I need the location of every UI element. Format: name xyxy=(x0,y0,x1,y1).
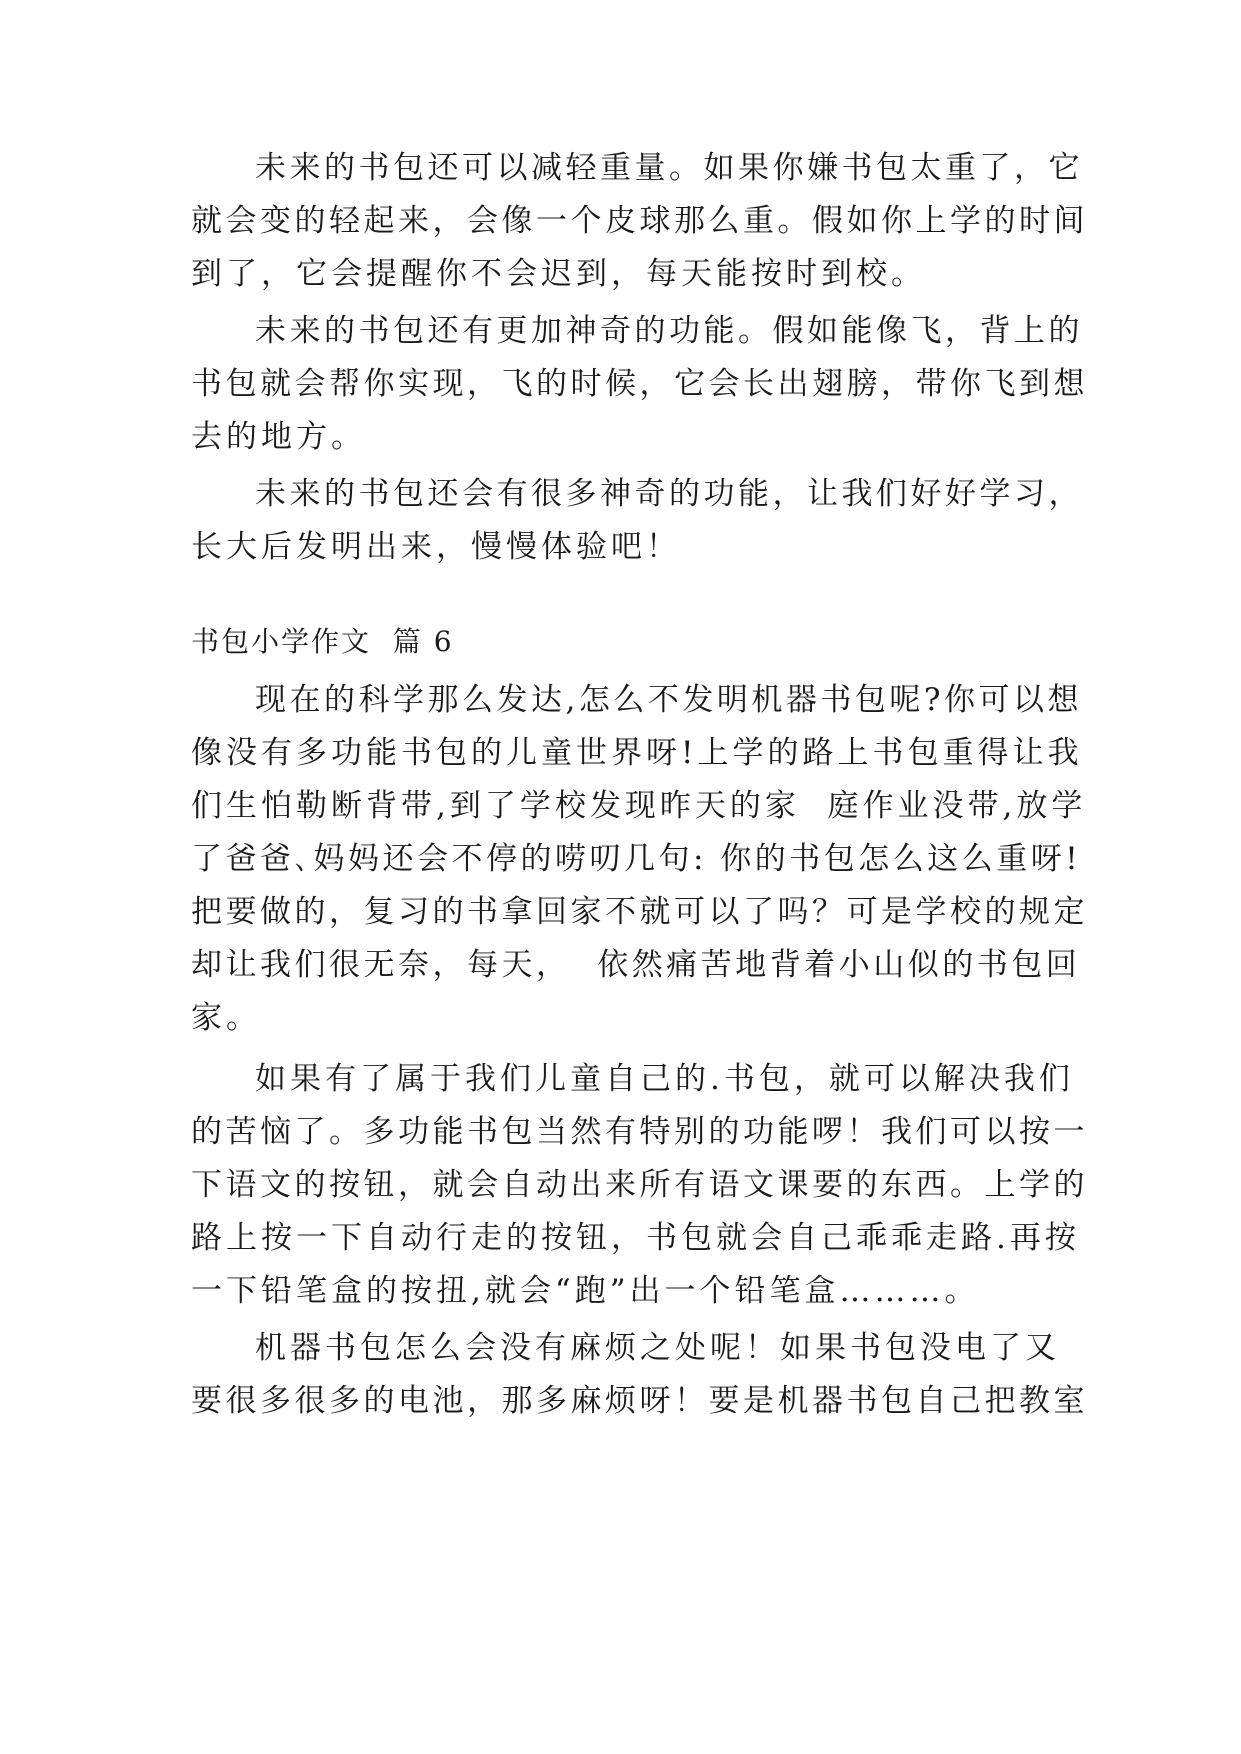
paragraph-4-line-5: 把要做的，复习的书拿回家不就可以了吗？可是学校的规定 xyxy=(191,894,1088,930)
paragraph-1-line-2: 就会变的轻起来，会像一个皮球那么重。假如你上学的时间 xyxy=(191,203,1088,239)
paragraph-4-line-7: 家。 xyxy=(191,1000,261,1036)
paragraph-4-line-2: 像没有多功能书包的儿童世界呀!上学的路上书包重得让我 xyxy=(191,735,1083,771)
paragraph-5-line-1: 如果有了属于我们儿童自己的.书包，就可以解决我们 xyxy=(255,1061,1074,1097)
paragraph-5-line-5: 一下铅笔盒的按扭,就会“跑”出一个铅笔盒………。 xyxy=(191,1273,980,1309)
paragraph-5-line-2: 的苦恼了。多功能书包当然有特别的功能啰！我们可以按一 xyxy=(191,1114,1088,1150)
paragraph-4-line-3: 们生怕勒断背带,到了学校发现昨天的家 庭作业没带,放学 xyxy=(191,788,1087,824)
section-heading: 书包小学作文 篇 6 xyxy=(191,625,454,658)
paragraph-6-line-1: 机器书包怎么会没有麻烦之处呢！如果书包没电了又 xyxy=(255,1330,1060,1366)
paragraph-2-line-3: 去的地方。 xyxy=(191,419,366,455)
paragraph-2-line-1: 未来的书包还有更加神奇的功能。假如能像飞，背上的 xyxy=(255,313,1083,349)
paragraph-1-line-3: 到了，它会提醒你不会迟到，每天能按时到校。 xyxy=(191,256,926,292)
paragraph-5-line-3: 下语文的按钮，就会自动出来所有语文课要的东西。上学的 xyxy=(191,1167,1088,1203)
paragraph-3-line-1: 未来的书包还会有很多神奇的功能，让我们好好学习， xyxy=(255,476,1083,512)
paragraph-4-line-6: 却让我们很无奈，每天， 依然痛苦地背着小山似的书包回 xyxy=(191,947,1081,983)
paragraph-4-line-4: 了爸爸､妈妈还会不停的唠叨几句: 你的书包怎么这么重呀! xyxy=(191,841,1082,877)
paragraph-6-line-2: 要很多很多的电池，那多麻烦呀！要是机器书包自己把教室 xyxy=(191,1383,1088,1419)
paragraph-5-line-4: 路上按一下自动行走的按钮，书包就会自己乖乖走路.再按 xyxy=(191,1220,1080,1256)
paragraph-1-line-1: 未来的书包还可以减轻重量。如果你嫌书包太重了，它 xyxy=(255,150,1083,186)
paragraph-2-line-2: 书包就会帮你实现，飞的时候，它会长出翅膀，带你飞到想 xyxy=(191,366,1088,402)
paragraph-3-line-2: 长大后发明出来，慢慢体验吧！ xyxy=(191,529,681,565)
paragraph-4-line-1: 现在的科学那么发达,怎么不发明机器书包呢?你可以想 xyxy=(255,682,1082,718)
